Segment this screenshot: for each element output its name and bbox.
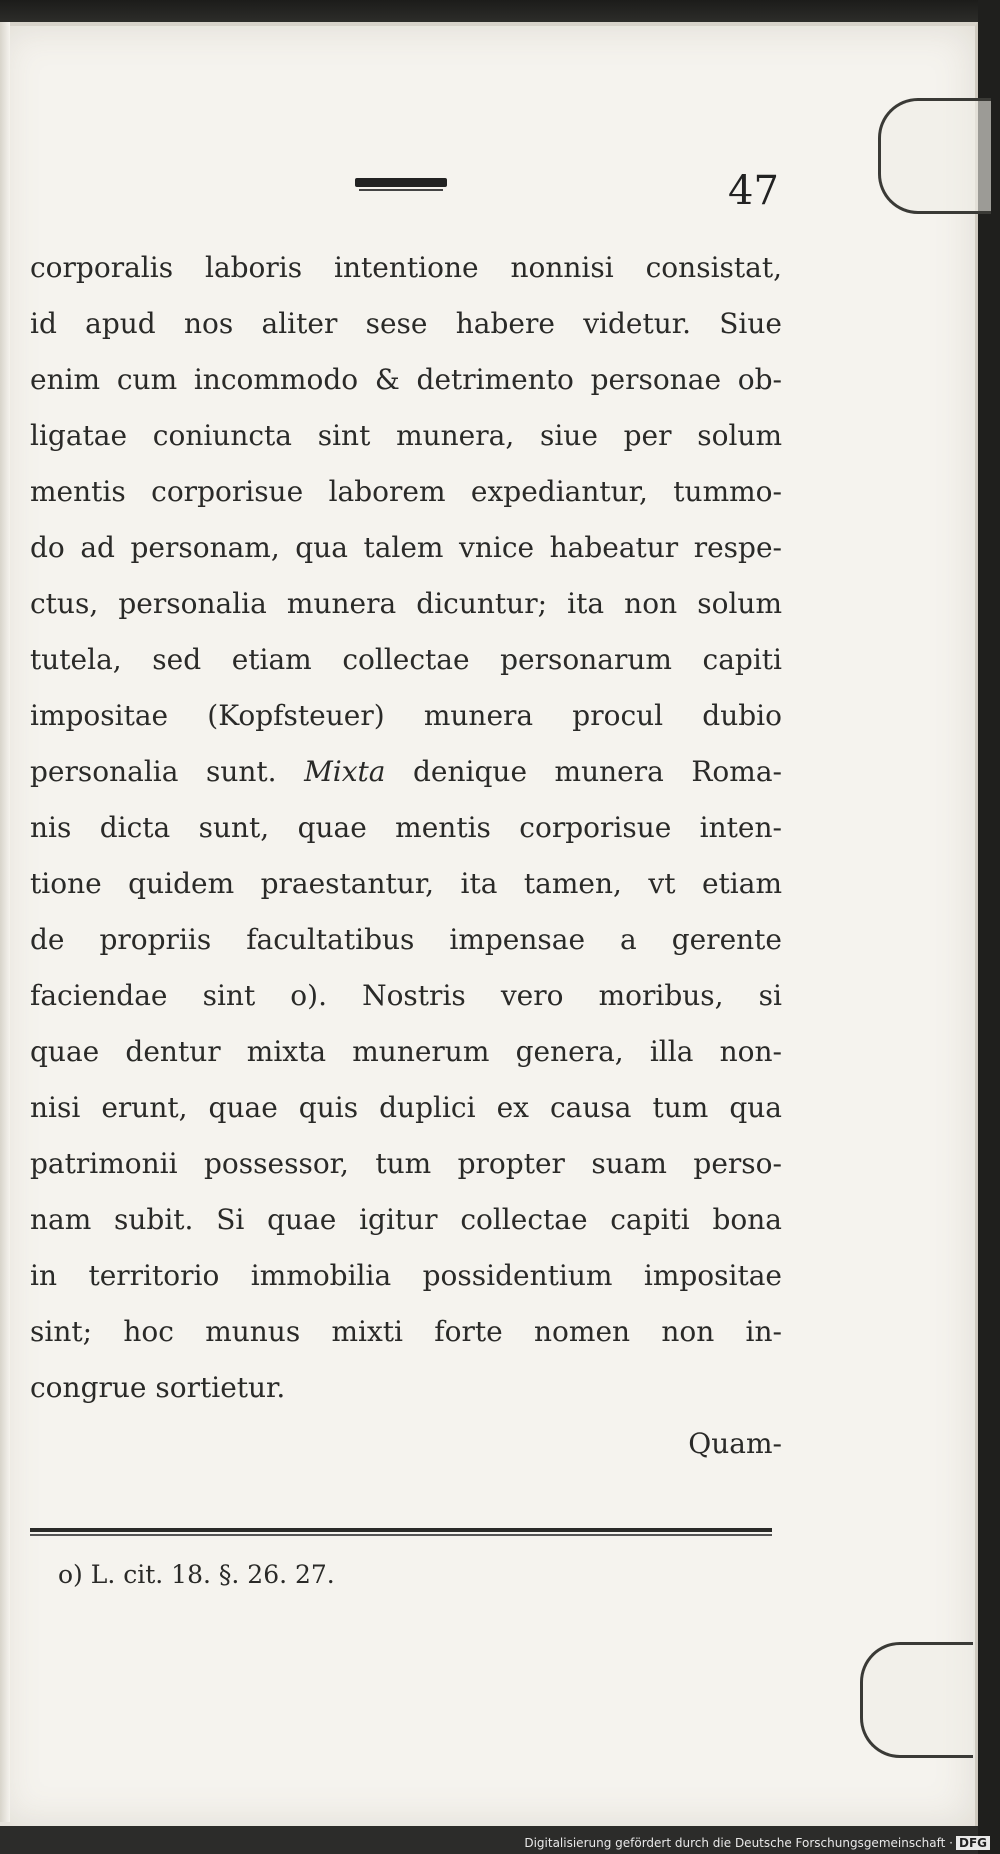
dfg-logo: DFG	[956, 1836, 990, 1850]
text-line: mentis corporisue laborem expediantur, tummo-	[30, 475, 782, 508]
footnote-rule	[30, 1528, 772, 1532]
header-ornament	[355, 178, 447, 187]
text-line: nam subit. Si quae igitur collectae capiti bona	[30, 1203, 782, 1236]
text-line: sint; hoc munus mixti forte nomen non in-	[30, 1315, 782, 1348]
text-line: nis dicta sunt, quae mentis corporisue inten-	[30, 811, 782, 844]
text-line: ligatae coniuncta sint munera, siue per solum	[30, 419, 782, 452]
footnote: o) L. cit. 18. §. 26. 27.	[58, 1560, 335, 1589]
text-line: patrimonii possessor, tum propter suam perso-	[30, 1147, 782, 1180]
text-line: do ad personam, qua talem vnice habeatur respe-	[30, 531, 782, 564]
catchword: Quam-	[688, 1427, 782, 1460]
text-line: faciendae sint o). Nostris vero moribus, si	[30, 979, 782, 1012]
text-segment: personalia sunt.	[30, 755, 277, 788]
text-line: tione quidem praestantur, ita tamen, vt etiam	[30, 867, 782, 900]
italic-term: Mixta	[304, 755, 386, 788]
scan-background-right	[978, 0, 1000, 1854]
credit-text: Digitalisierung gefördert durch die Deutsche Forschungsgemeinschaft ·	[524, 1836, 953, 1850]
text-line: enim cum incommodo & detrimento personae ob-	[30, 363, 782, 396]
text-line: congrue sortietur.	[30, 1371, 286, 1404]
text-line-mixed	[30, 744, 782, 800]
page-gutter	[0, 22, 10, 1822]
text-line: tutela, sed etiam collectae personarum capiti	[30, 643, 782, 676]
text-line: corporalis laboris intentione nonnisi consistat,	[30, 251, 782, 284]
page-clip-icon	[878, 98, 991, 214]
text-line: in territorio immobilia possidentium impositae	[30, 1259, 782, 1292]
body-text	[30, 240, 782, 1472]
page-clip-icon	[860, 1642, 973, 1758]
text-line: nisi erunt, quae quis duplici ex causa tum qua	[30, 1091, 782, 1124]
text-line: de propriis facultatibus impensae a gerente	[30, 923, 782, 956]
text-line: quae dentur mixta munerum genera, illa non-	[30, 1035, 782, 1068]
text-segment: denique munera Roma-	[413, 755, 782, 788]
text-line: id apud nos aliter sese habere videtur. Siue	[30, 307, 782, 340]
text-line: impositae (Kopfsteuer) munera procul dubio	[30, 699, 782, 732]
page-number: 47	[728, 168, 779, 214]
digitization-credit	[524, 1836, 990, 1850]
text-line: ctus, personalia munera dicuntur; ita non solum	[30, 587, 782, 620]
